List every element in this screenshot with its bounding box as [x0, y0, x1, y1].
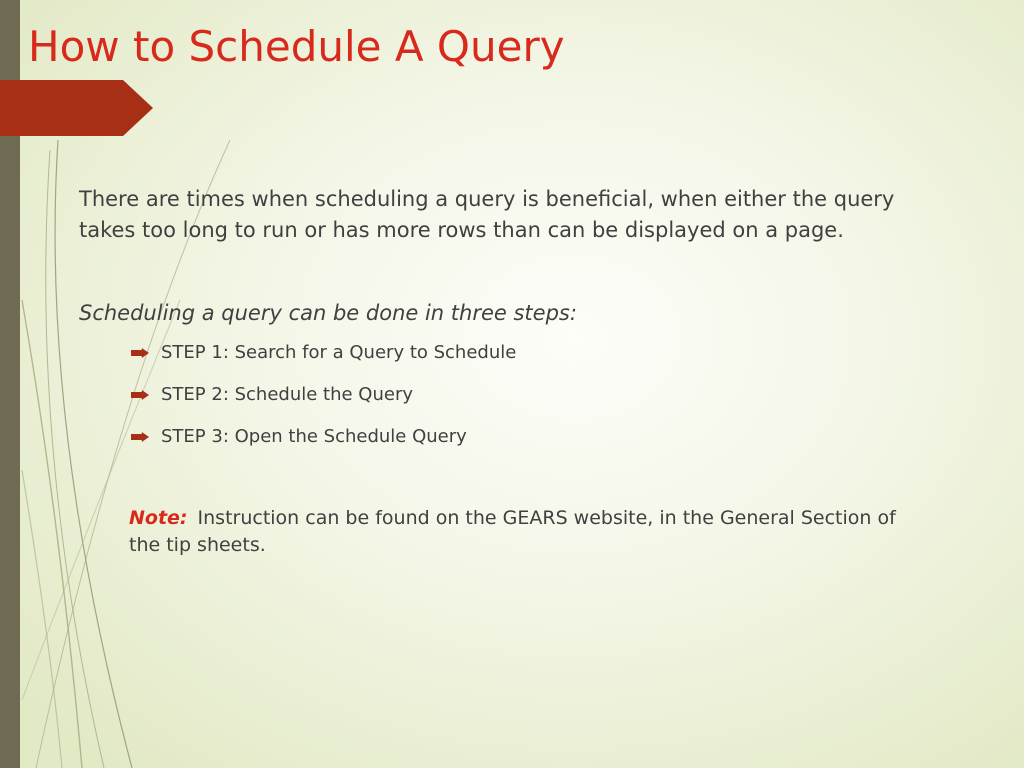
note-paragraph: [129, 505, 909, 559]
step-item-1: [131, 341, 939, 383]
steps-lead: Scheduling a query can be done in three steps:: [79, 301, 577, 325]
step-label: STEP 1: Search for a Query to Schedule: [161, 342, 517, 363]
arrow-bullet-icon: [131, 432, 149, 442]
step-label: STEP 2: Schedule the Query: [161, 384, 414, 405]
title-accent-arrow: [0, 80, 153, 136]
steps-list: [131, 341, 939, 467]
note-label: Note:: [129, 507, 188, 529]
intro-paragraph: There are times when scheduling a query is beneficial, when either the query takes too long to run or has more rows than can be displayed on a page.: [79, 187, 895, 242]
step-item-2: [131, 383, 939, 425]
slide-title: How to Schedule A Query: [28, 22, 565, 71]
arrow-bullet-icon: [131, 348, 149, 358]
note-text: Instruction can be found on the GEARS website, in the General Section of the tip sheets.: [129, 507, 896, 556]
step-label: STEP 3: Open the Schedule Query: [161, 426, 467, 447]
decorative-line: [22, 470, 62, 768]
step-item-3: [131, 425, 939, 467]
slide-body: [79, 184, 939, 559]
arrow-bullet-icon: [131, 390, 149, 400]
